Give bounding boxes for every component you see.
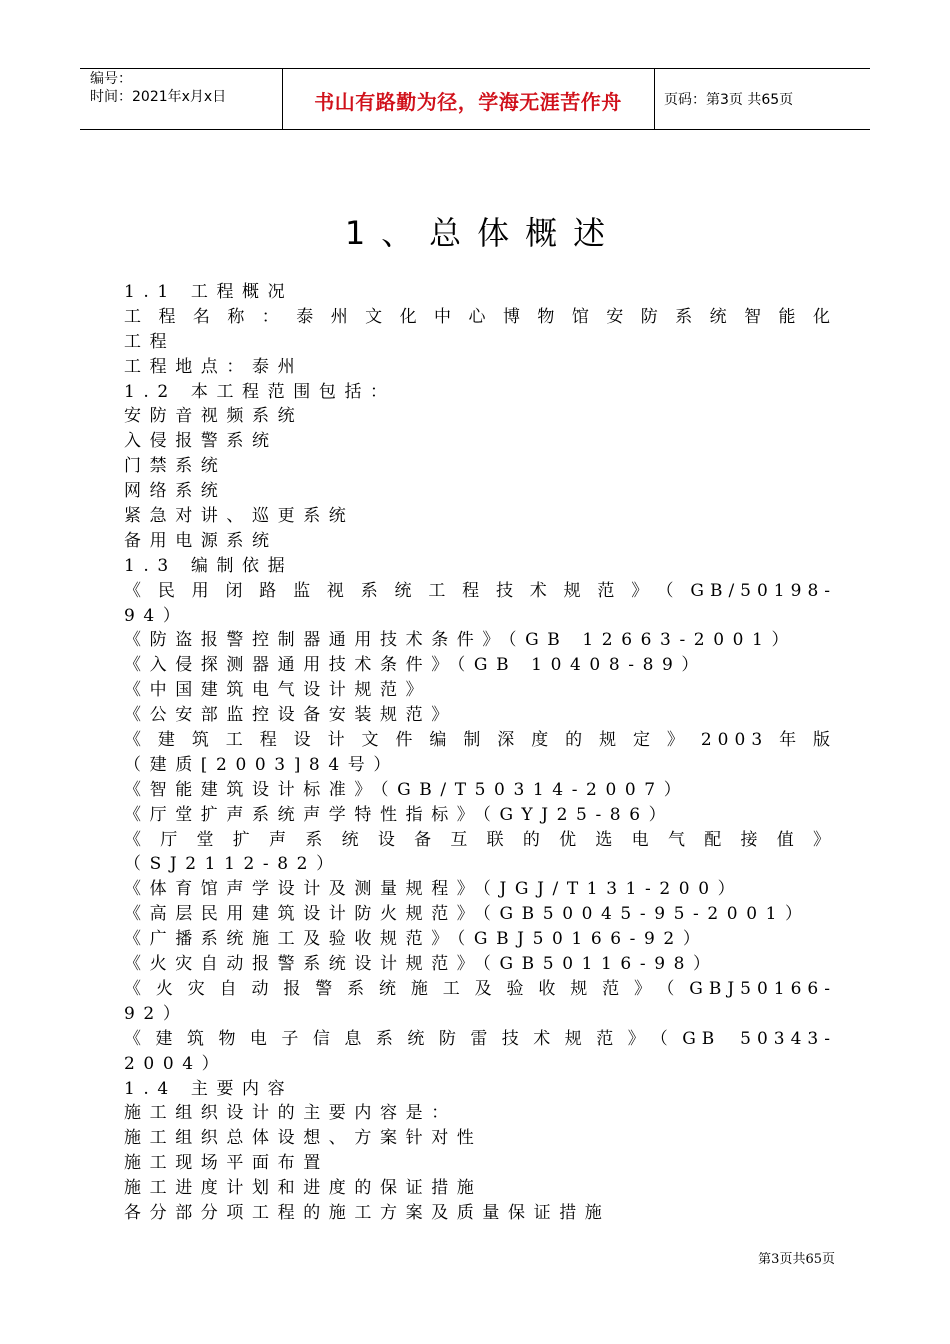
text-line: 施工进度计划和进度的保证措施 [124, 1178, 483, 1199]
text-line: 入侵报警系统 [124, 431, 278, 452]
text-line: 工程 [124, 331, 176, 352]
header-divider [654, 69, 655, 129]
text-line: （SJ2112-82） [124, 854, 342, 875]
text-line: 《入侵探测器通用技术条件》（GB 10408-89） [124, 655, 708, 676]
text-line: 备用电源系统 [124, 530, 278, 551]
page-header [80, 68, 870, 130]
header-meta [90, 70, 285, 106]
text-line: 《厅堂扩声系统设备互联的优选电气配接值》 [124, 829, 836, 850]
header-page-info: 页码：第3页 共65页 [664, 92, 794, 108]
text-line: 《中国建筑电气设计规范》 [124, 680, 432, 701]
text-line: 《建筑工程设计文件编制深度的规定》2003年版 [124, 730, 836, 751]
text-line: 《火灾自动报警系统施工及验收规范》（GBJ50166- [124, 978, 836, 999]
text-line: 《智能建筑设计标准》（GB/T50314-2007） [124, 779, 690, 800]
text-line: 1.2 本工程范围包括： [124, 381, 396, 402]
text-line: 《建筑物电子信息系统防雷技术规范》（GB 50343- [124, 1028, 836, 1049]
text-line: 施工现场平面布置 [124, 1153, 329, 1174]
text-line: 《防盗报警控制器通用技术条件》（GB 12663-2001） [124, 630, 798, 651]
text-line: 《公安部监控设备安装规范》 [124, 705, 457, 726]
text-line: 《厅堂扩声系统声学特性指标》（GYJ25-86） [124, 804, 675, 825]
text-line: 1.4 主要内容 [124, 1078, 294, 1099]
text-line: 《高层民用建筑设计防火规范》（GB50045-95-2001） [124, 904, 811, 925]
text-line: 网络系统 [124, 481, 227, 502]
document-body [124, 280, 836, 1226]
text-line: 各分部分项工程的施工方案及质量保证措施 [124, 1202, 611, 1223]
text-line: 紧急对讲、巡更系统 [124, 506, 355, 527]
text-line: 施工组织设计的主要内容是： [124, 1103, 457, 1124]
text-line: 2004） [124, 1053, 228, 1074]
date-label: 时间：2021年x月x日 [90, 89, 227, 105]
text-line: 1.3 编制依据 [124, 555, 294, 576]
text-line: 工程名称：泰州文化中心博物馆安防系统智能化 [124, 306, 836, 327]
section-title: 1、总体概述 [344, 214, 622, 252]
text-line: 《广播系统施工及验收规范》（GBJ50166-92） [124, 929, 709, 950]
text-line: 安防音视频系统 [124, 406, 304, 427]
text-line: （建质[2003]84号） [124, 754, 399, 775]
text-line: 94） [124, 605, 189, 626]
header-motto: 书山有路勤为径，学海无涯苦作舟 [314, 90, 622, 114]
text-line: 92） [124, 1003, 189, 1024]
text-line: 施工组织总体设想、方案针对性 [124, 1128, 483, 1149]
text-line: 工程地点：泰州 [124, 356, 304, 377]
text-line: 门禁系统 [124, 456, 227, 477]
page-footer: 第3页共65页 [758, 1252, 835, 1267]
text-line: 《体育馆声学设计及测量规程》（JGJ/T131-200） [124, 879, 744, 900]
text-line: 1.1 工程概况 [124, 282, 294, 302]
text-line: 《火灾自动报警系统设计规范》（GB50116-98） [124, 954, 719, 975]
text-line: 《民用闭路监视系统工程技术规范》（GB/50198- [124, 580, 836, 601]
doc-number-label: 编号： [90, 71, 132, 87]
